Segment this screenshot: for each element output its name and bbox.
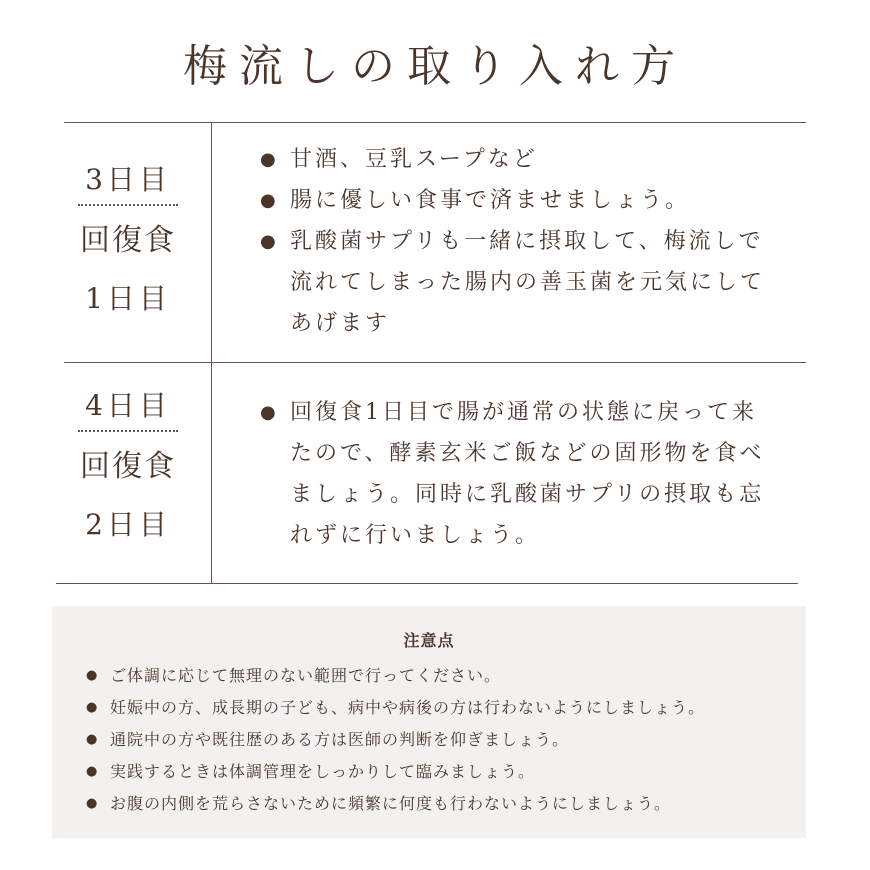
recovery-meal-label: 回復食 [80, 223, 176, 258]
recovery-meal-label: 回復食 [80, 449, 176, 484]
dotted-divider [78, 204, 178, 206]
bullet-icon: ● [86, 668, 99, 683]
list-item: ● 甘酒、豆乳スープなど [258, 139, 768, 180]
list-item: ● 乳酸菌サプリも一緒に摂取して、梅流しで流れてしまった腸内の善玉菌を元気にしてあげます [258, 221, 768, 344]
bullet-icon: ● [86, 732, 99, 747]
bullet-icon: ● [260, 190, 279, 211]
table-column-divider [211, 122, 212, 584]
list-item: ● 実践するときは体調管理をしっかりして臨みましょう。 [86, 756, 705, 788]
recovery-day-label: 2日目 [85, 508, 171, 541]
day-number-label: 3日目 [85, 163, 171, 196]
bullet-icon: ● [86, 700, 99, 715]
list-item: ● 回復食1日目で腸が通常の状態に戻って来たので、酵素玄米ご飯などの固形物を食べましょう。同時に乳酸菌サプリの摂取も忘れずに行いましょう。 [258, 392, 768, 556]
dotted-divider [78, 430, 178, 432]
page-title: 梅流しの取り入れ方 [183, 41, 687, 92]
list-item: ● ご体調に応じて無理のない範囲で行ってください。 [86, 660, 705, 692]
list-item: ● お腹の内側を荒らさないために頻繁に何度も行わないようにしましょう。 [86, 788, 705, 820]
list-item: ● 通院中の方や既往歴のある方は医師の判断を仰ぎましょう。 [86, 724, 705, 756]
day-number-label: 4日目 [85, 389, 171, 422]
caution-box [52, 606, 806, 838]
list-item: ● 腸に優しい食事で済ませましょう。 [258, 180, 768, 221]
row-1-bullet-list [258, 139, 768, 344]
table-top-border [64, 122, 806, 123]
bullet-icon: ● [86, 764, 99, 779]
row-2-bullet-list [258, 392, 768, 556]
table-row-divider [64, 362, 806, 363]
caution-title: 注意点 [403, 631, 455, 650]
list-item: ● 妊娠中の方、成長期の子ども、病中や病後の方は行わないようにしましょう。 [86, 692, 705, 724]
bullet-icon: ● [260, 402, 279, 423]
table-bottom-border [56, 583, 798, 584]
bullet-icon: ● [260, 231, 279, 252]
caution-list [86, 660, 705, 820]
day-cell-row-2 [68, 388, 188, 554]
bullet-icon: ● [86, 796, 99, 811]
recovery-day-label: 1日目 [85, 282, 171, 315]
day-cell-row-1 [68, 162, 188, 328]
bullet-icon: ● [260, 149, 279, 170]
